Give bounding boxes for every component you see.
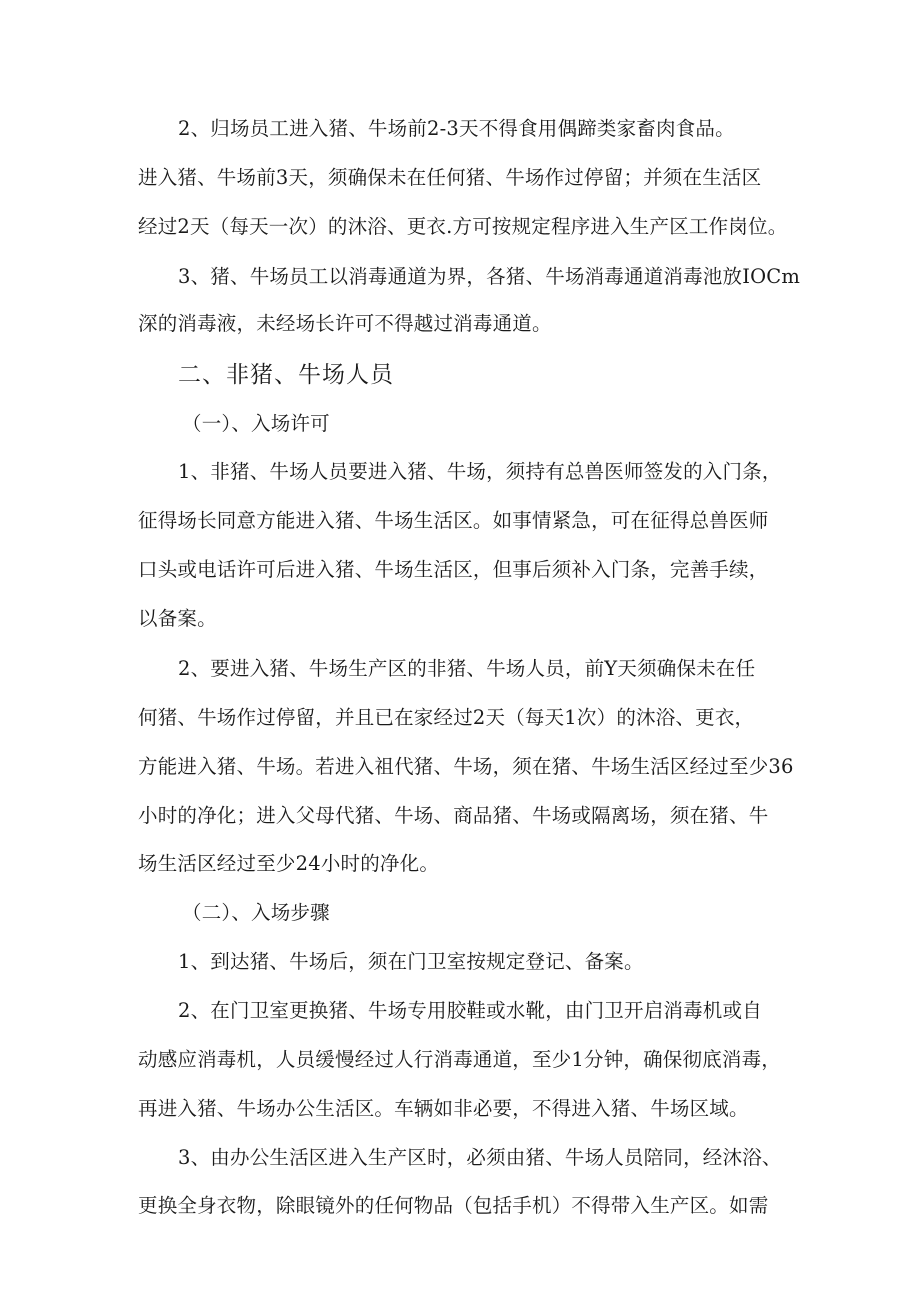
paragraph-line: 2、要进入猪、牛场生产区的非猪、牛场人员，前Y天须确保未在任	[178, 657, 756, 680]
paragraph-line: 以备案。	[138, 607, 217, 630]
paragraph-line: 2、归场员工进入猪、牛场前2-3天不得食用偶蹄类家畜肉食品。	[178, 117, 735, 140]
paragraph-line: 动感应消毒机，人员缓慢经过人行消毒通道，至少1分钟，确保彻底消毒，	[138, 1048, 782, 1071]
paragraph-line: 1、到达猪、牛场后，须在门卫室按规定登记、备案。	[178, 950, 644, 973]
paragraph-line: 征得场长同意方能进入猪、牛场生活区。如事情紧急，可在征得总兽医师	[138, 509, 769, 532]
paragraph-line: 1、非猪、牛场人员要进入猪、牛场，须持有总兽医师签发的入门条，	[178, 460, 782, 483]
paragraph-line: 小时的净化；进入父母代猪、牛场、商品猪、牛场或隔离场，须在猪、牛	[138, 804, 769, 827]
paragraph-line: 更换全身衣物，除眼镜外的任何物品（包括手机）不得带入生产区。如需	[138, 1194, 769, 1217]
section-heading: 二、非猪、牛场人员	[178, 362, 394, 388]
paragraph-line: 经过2天（每天一次）的沐浴、更衣.方可按规定程序进入生产区工作岗位。	[138, 215, 788, 238]
subsection-heading: （一）、入场许可	[182, 412, 330, 435]
paragraph-line: 方能进入猪、牛场。若进入祖代猪、牛场，须在猪、牛场生活区经过至少36	[138, 755, 794, 778]
paragraph-line: 进入猪、牛场前3天，须确保未在任何猪、牛场作过停留；并须在生活区	[138, 166, 762, 189]
paragraph-line: 2、在门卫室更换猪、牛场专用胶鞋或水靴，由门卫开启消毒机或自	[178, 999, 762, 1022]
paragraph-line: 3、由办公生活区进入生产区时，必须由猪、牛场人员陪同，经沐浴、	[178, 1146, 782, 1169]
subsection-heading: （二）、入场步骤	[182, 901, 330, 924]
paragraph-line: 深的消毒液，未经场长许可不得越过消毒通道。	[138, 312, 552, 335]
paragraph-line: 场生活区经过至少24小时的净化。	[138, 852, 440, 875]
paragraph-line: 3、猪、牛场员工以消毒通道为界，各猪、牛场消毒通道消毒池放IOCm	[178, 265, 801, 288]
paragraph-line: 何猪、牛场作过停留，并且已在家经过2天（每天1次）的沐浴、更衣，	[138, 706, 755, 729]
paragraph-line: 再进入猪、牛场办公生活区。车辆如非必要，不得进入猪、牛场区域。	[138, 1097, 749, 1120]
paragraph-line: 口头或电话许可后进入猪、牛场生活区，但事后须补入门条，完善手续，	[138, 558, 769, 581]
